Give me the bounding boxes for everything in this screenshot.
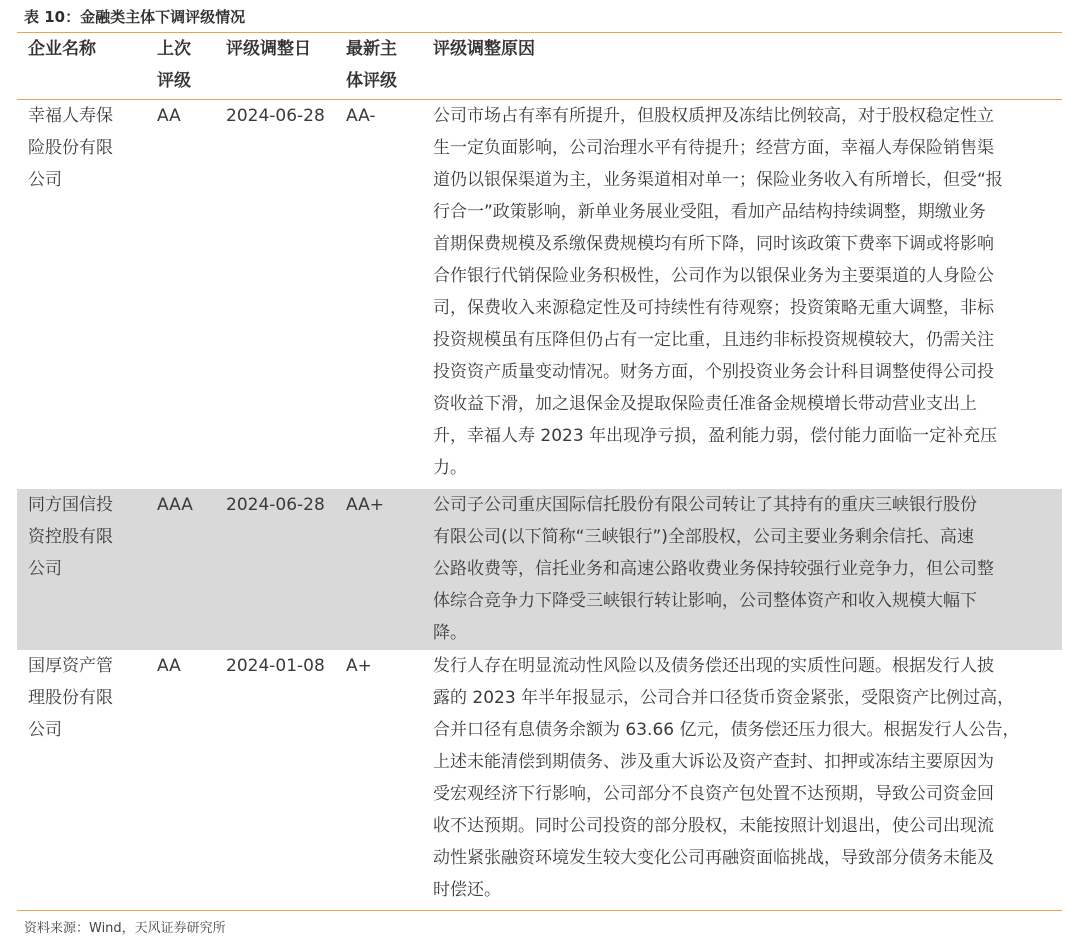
reason-line: 有限公司(以下简称“三峡银行”)全部股权，公司主要业务剩余信托、高速 <box>433 527 974 547</box>
reason-line: 上述未能清偿到期债务、涉及重大诉讼及资产查封、扣押或冻结主要原因为 <box>433 752 994 772</box>
company-name-line: 公司 <box>28 720 62 740</box>
reason-line: 合作银行代销保险业务积极性，公司作为以银保业务为主要渠道的人身险公 <box>433 266 994 286</box>
table-row-shaded <box>17 489 1062 650</box>
prev-rating-cell: AA <box>157 656 181 676</box>
table-row <box>17 650 1062 908</box>
header-prev-rating-line2: 评级 <box>157 71 191 91</box>
prev-rating-cell: AAA <box>157 495 193 515</box>
company-name-line: 国厚资产管 <box>28 656 113 676</box>
reason-line: 投资规模虽有压降但仍占有一定比重，且违约非标投资规模较大，仍需关注 <box>433 330 994 350</box>
reason-cell <box>433 489 1053 649</box>
reason-line: 露的 2023 年半年报显示，公司合并口径货币资金紧张，受限资产比例过高， <box>433 688 1015 708</box>
latest-rating-cell: A+ <box>346 656 372 676</box>
reason-line: 公司子公司重庆国际信托股份有限公司转让了其持有的重庆三峡银行股份 <box>433 495 977 515</box>
reason-line: 时偿还。 <box>433 880 501 900</box>
reason-line: 收不达预期。同时公司投资的部分股权，未能按照计划退出，使公司出现流 <box>433 816 994 836</box>
reason-line: 合并口径有息债务余额为 63.66 亿元，债务偿还压力很大。根据发行人公告， <box>433 720 1020 740</box>
company-name-cell <box>28 650 148 746</box>
company-name-line: 公司 <box>28 170 62 190</box>
company-name-line: 资控股有限 <box>28 527 113 547</box>
reason-line: 升，幸福人寿 2023 年出现净亏损，盈利能力弱，偿付能力面临一定补充压 <box>433 426 998 446</box>
company-name-line: 公司 <box>28 559 62 579</box>
reason-line: 首期保费规模及系缴保费规模均有所下降，同时该政策下费率下调或将影响 <box>433 234 994 254</box>
header-adjust-date: 评级调整日 <box>226 39 311 59</box>
reason-line: 道仍以银保渠道为主，业务渠道相对单一；保险业务收入有所增长，但受“报 <box>433 170 1003 190</box>
table-caption: 表 10：金融类主体下调评级情况 <box>24 8 246 26</box>
reason-cell <box>433 650 1053 906</box>
company-name-line: 理股份有限 <box>28 688 113 708</box>
header-company: 企业名称 <box>28 39 96 59</box>
reason-line: 资收益下滑，加之退保金及提取保险责任准备金规模增长带动营业支出上 <box>433 394 977 414</box>
header-latest-rating <box>346 33 397 97</box>
adjust-date-cell: 2024-06-28 <box>226 495 325 515</box>
reason-line: 体综合竞争力下降受三峡银行转让影响，公司整体资产和收入规模大幅下 <box>433 591 977 611</box>
header-prev-rating-line1: 上次 <box>157 39 191 59</box>
reason-line: 公司市场占有率有所提升，但股权质押及冻结比例较高，对于股权稳定性立 <box>433 106 994 126</box>
reason-line: 力。 <box>433 458 467 478</box>
reason-line: 降。 <box>433 623 467 643</box>
reason-line: 受宏观经济下行影响，公司部分不良资产包处置不达预期，导致公司资金回 <box>433 784 994 804</box>
reason-line: 行合一”政策影响，新单业务展业受阻，看加产品结构持续调整，期缴业务 <box>433 202 986 222</box>
company-name-line: 同方国信投 <box>28 495 113 515</box>
bottom-rule <box>17 910 1062 911</box>
company-name-cell <box>28 489 148 585</box>
reason-cell <box>433 100 1053 484</box>
latest-rating-cell: AA- <box>346 106 376 126</box>
reason-line: 司，保费收入来源稳定性及可持续性有待观察；投资策略无重大调整，非标 <box>433 298 994 318</box>
source-note: 资料来源：Wind，天风证券研究所 <box>24 921 226 936</box>
prev-rating-cell: AA <box>157 106 181 126</box>
company-name-line: 幸福人寿保 <box>28 106 113 126</box>
header-reason: 评级调整原因 <box>433 39 535 59</box>
reason-line: 动性紧张融资环境发生较大变化公司再融资面临挑战，导致部分债务未能及 <box>433 848 994 868</box>
reason-line: 投资资产质量变动情况。财务方面，个别投资业务会计科目调整使得公司投 <box>433 362 994 382</box>
header-latest-rating-line1: 最新主 <box>346 39 397 59</box>
reason-line: 发行人存在明显流动性风险以及债务偿还出现的实质性问题。根据发行人披 <box>433 656 994 676</box>
table-row <box>17 100 1062 488</box>
reason-line: 公路收费等，信托业务和高速公路收费业务保持较强行业竞争力，但公司整 <box>433 559 994 579</box>
adjust-date-cell: 2024-01-08 <box>226 656 325 676</box>
latest-rating-cell: AA+ <box>346 495 384 515</box>
company-name-line: 险股份有限 <box>28 138 113 158</box>
header-latest-rating-line2: 体评级 <box>346 71 397 91</box>
adjust-date-cell: 2024-06-28 <box>226 106 325 126</box>
company-name-cell <box>28 100 148 196</box>
reason-line: 生一定负面影响，公司治理水平有待提升；经营方面，幸福人寿保险销售渠 <box>433 138 994 158</box>
header-prev-rating <box>157 33 191 97</box>
